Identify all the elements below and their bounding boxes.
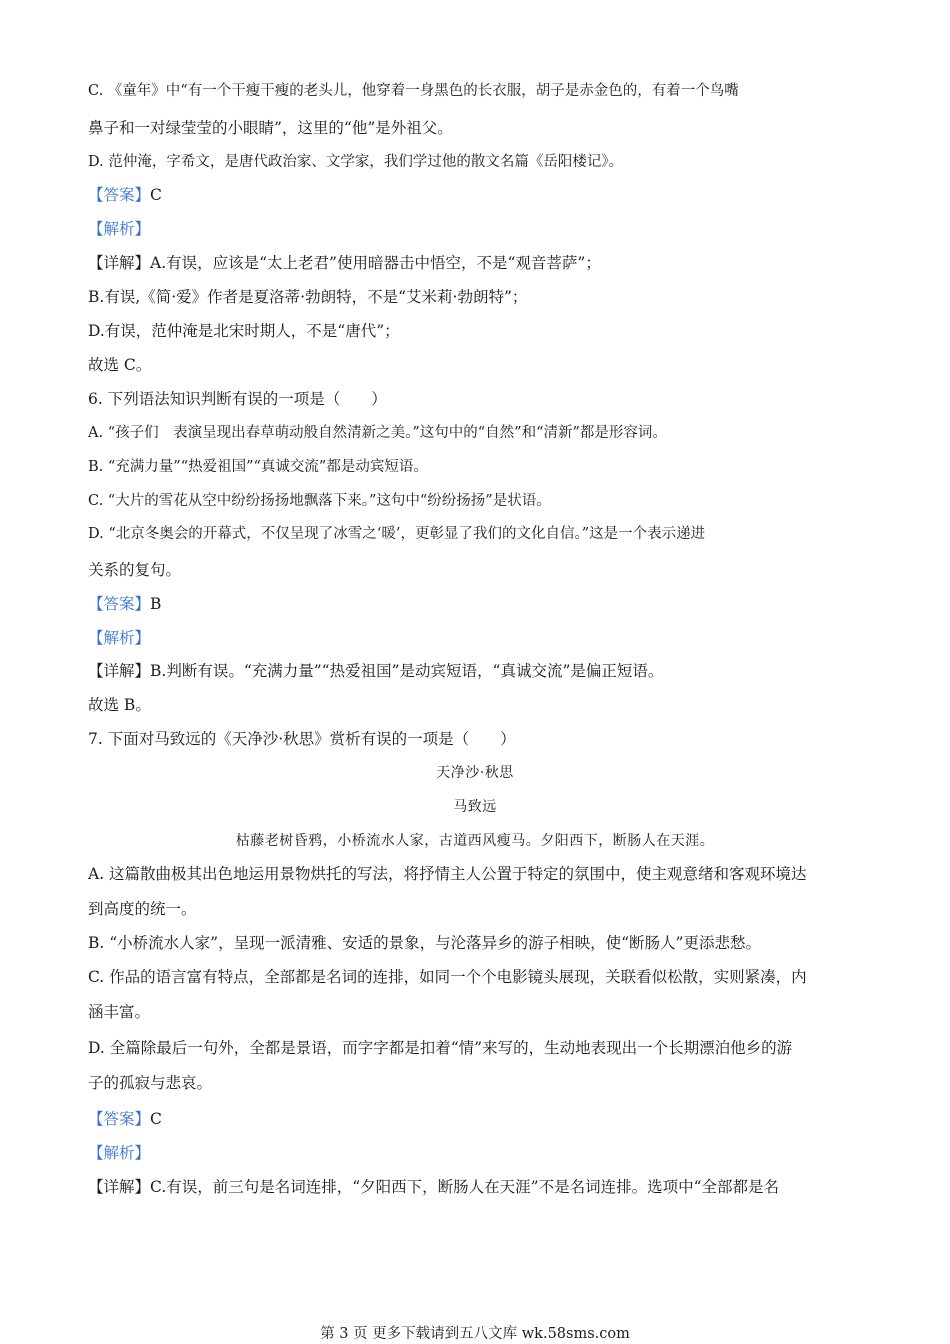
q5-option-c-line2: 鼻子和一对绿莹莹的小眼睛”，这里的“他”是外祖父。 [88, 119, 453, 137]
q5-detail-line3: D.有误，范仲淹是北宋时期人，不是“唐代”； [88, 322, 400, 340]
q7-option-d-line2: 子的孤寂与悲哀。 [88, 1074, 213, 1092]
q7-stem: 7. 下面对马致远的《天净沙·秋思》赏析有误的一项是（ ） [88, 730, 516, 748]
analysis-tag: 【解析】 [88, 1144, 151, 1162]
q5-option-d: D. 范仲淹，字希文，是唐代政治家、文学家，我们学过他的散文名篇《岳阳楼记》。 [88, 154, 624, 170]
analysis-tag: 【解析】 [88, 629, 151, 647]
q5-detail-line2: B.有误,《简·爱》作者是夏洛蒂·勃朗特，不是“艾米莉·勃朗特”； [88, 288, 528, 306]
q7-option-c-line2: 涵丰富。 [88, 1003, 151, 1021]
q7-analysis [88, 1143, 864, 1163]
q7-option-b: B. “小桥流水人家”，呈现一派清雅、安适的景象，与沦落异乡的游子相映，使“断肠人”更添悲愁。 [88, 934, 761, 952]
poem-title: 天净沙·秋思 [436, 765, 514, 781]
poem-body: 枯藤老树昏鸦，小桥流水人家，古道西风瘦马。夕阳西下，断肠人在天涯。 [235, 833, 715, 849]
q5-detail-line1 [88, 253, 864, 273]
q7-option-d-line1: D. 全篇除最后一句外，全都是景语，而字字都是扣着“情”来写的，生动地表现出一个长期漂泊他乡的游 [88, 1039, 793, 1057]
answer-value: C [150, 186, 162, 204]
detail-tag: 【详解】 [88, 662, 151, 680]
q7-option-a-line1: A. 这篇散曲极其出色地运用景物烘托的写法，将抒情主人公置于特定的氛围中，使主观意绪和客观环境达 [88, 865, 807, 883]
answer-tag: 【答案】 [88, 595, 151, 613]
answer-value: B [150, 595, 162, 613]
answer-tag: 【答案】 [88, 186, 151, 204]
q6-option-a: A. “孩子们 表演呈现出春草萌动般自然清新之美。”这句中的“自然”和“清新”都是形容词。 [88, 425, 667, 441]
q6-detail [88, 661, 864, 681]
answer-tag: 【答案】 [88, 1110, 151, 1128]
q5-conclusion: 故选 C。 [88, 356, 152, 374]
detail-text: A.有误，应该是“太上老君”使用暗器击中悟空，不是“观音菩萨”； [150, 254, 601, 272]
q6-option-b: B. “充满力量”“热爱祖国”“真诚交流”都是动宾短语。 [88, 459, 428, 475]
q5-analysis [88, 219, 864, 239]
analysis-tag: 【解析】 [88, 220, 151, 238]
q5-option-c-line1: C. 《童年》中“有一个干瘦干瘦的老头儿，他穿着一身黑色的长衣服，胡子是赤金色的，有着一个鸟嘴 [88, 83, 739, 99]
q6-stem: 6. 下列语法知识判断有误的一项是（ ） [88, 390, 387, 408]
answer-value: C [150, 1110, 162, 1128]
page-footer: 第 3 页 更多下载请到五八文库 wk.58sms.com [320, 1326, 630, 1342]
q6-option-d-line2: 关系的复句。 [88, 561, 182, 579]
detail-text: C.有误，前三句是名词连排，“夕阳西下，断肠人在天涯”不是名词连排。选项中“全部都是名 [150, 1178, 780, 1196]
q6-answer [88, 594, 864, 614]
detail-tag: 【详解】 [88, 1178, 151, 1196]
q7-answer [88, 1109, 864, 1129]
detail-tag: 【详解】 [88, 254, 151, 272]
q7-option-c-line1: C. 作品的语言富有特点，全部都是名词的连排，如同一个个电影镜头展现，关联看似松散，实则紧凑，内 [88, 968, 807, 986]
q6-conclusion: 故选 B。 [88, 696, 151, 714]
q7-option-a-line2: 到高度的统一。 [88, 900, 197, 918]
q6-option-c: C. “大片的雪花从空中纷纷扬扬地飘落下来。”这句中“纷纷扬扬”是状语。 [88, 493, 551, 509]
q7-detail [88, 1177, 864, 1197]
q5-answer [88, 185, 864, 205]
detail-text: B.判断有误。“充满力量”“热爱祖国”是动宾短语，“真诚交流”是偏正短语。 [150, 662, 664, 680]
q6-option-d-line1: D. “北京冬奥会的开幕式，不仅呈现了冰雪之‘暖’，更彰显了我们的文化自信。”这是一个表示递进 [88, 526, 706, 542]
poem-author: 马致远 [453, 799, 497, 815]
q6-analysis [88, 628, 864, 648]
